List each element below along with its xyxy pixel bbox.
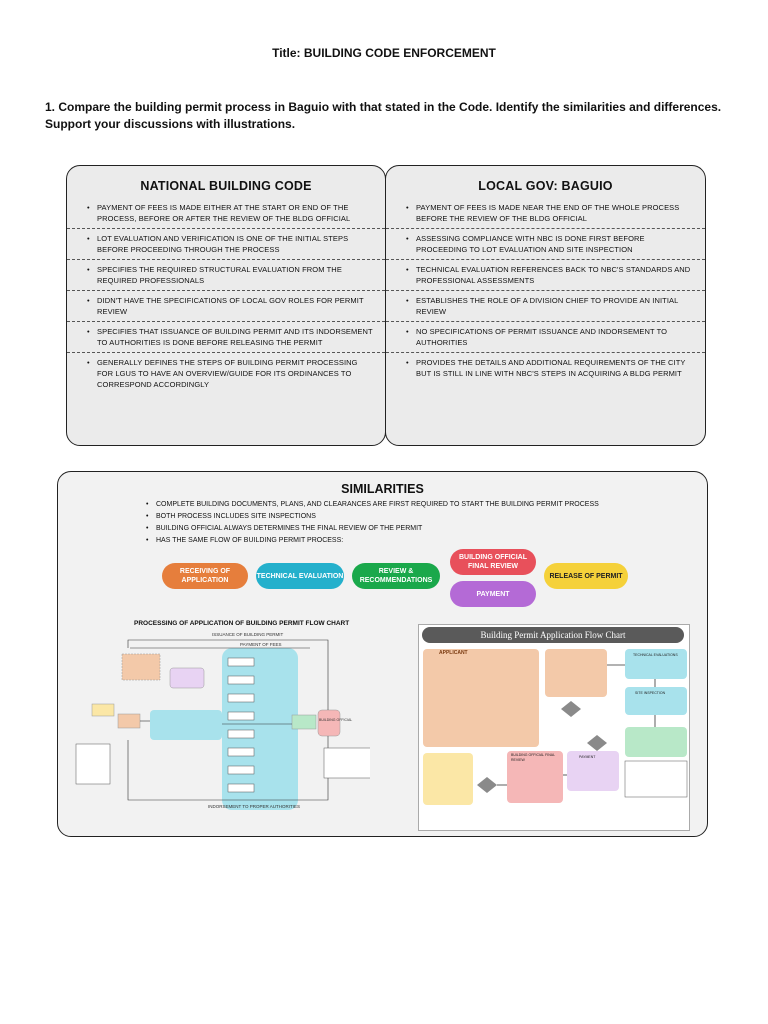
national-item: • LOT EVALUATION AND VERIFICATION IS ONE OF THE INITIAL STEPS BEFORE PROCEEDING THROUGH THE PROCESS bbox=[87, 233, 373, 255]
baguio-item: • ESTABLISHES THE ROLE OF A DIVISION CHIEF TO PROVIDE AN INITIAL REVIEW bbox=[406, 295, 693, 317]
nbc-indorsement-label: INDORSEMENT TO PROPER AUTHORITIES bbox=[208, 804, 301, 809]
question-text: 1. Compare the building permit process in Baguio with that stated in the Code. Identify the similarities and differences. Support your discussions with illustrations. bbox=[45, 100, 722, 131]
national-code-panel bbox=[66, 165, 386, 446]
baguio-technical-label: TECHNICAL EVALUATIONS bbox=[633, 653, 678, 657]
document-title: Title: BUILDING CODE ENFORCEMENT bbox=[272, 46, 496, 60]
baguio-applicant-label: APPLICANT bbox=[439, 650, 468, 656]
baguio-flowchart bbox=[418, 624, 690, 831]
similarity-item: • BUILDING OFFICIAL ALWAYS DETERMINES THE FINAL REVIEW OF THE PERMIT bbox=[146, 523, 599, 535]
national-heading: NATIONAL BUILDING CODE bbox=[140, 179, 312, 193]
national-item: • SPECIFIES THAT ISSUANCE OF BUILDING PERMIT AND ITS INDORSEMENT TO AUTHORITIES IS DONE BEFORE RELEASING THE PERMIT bbox=[87, 326, 373, 348]
national-item: • GENERALLY DEFINES THE STEPS OF BUILDING PERMIT PROCESSING FOR LGUS TO HAVE AN OVERVIEW/GUIDE FOR ITS ORDINANCES TO CORRESPOND ACCORDINGLY bbox=[87, 357, 373, 390]
national-item: • PAYMENT OF FEES IS MADE EITHER AT THE START OR END OF THE PROCESS, BEFORE OR AFTER THE REVIEW OF THE BLDG OFFICIAL bbox=[87, 202, 373, 224]
baguio-item: • PROVIDES THE DETAILS AND ADDITIONAL REQUIREMENTS OF THE CITY BUT IS STILL IN LINE WITH NBC'S STEPS IN ACQUIRING A BLDG PERMIT bbox=[406, 357, 693, 379]
national-item: • SPECIFIES THE REQUIRED STRUCTURAL EVALUATION FROM THE REQUIRED PROFESSIONALS bbox=[87, 264, 373, 286]
baguio-panel bbox=[385, 165, 706, 446]
nbc-official-label: BUILDING OFFICIAL bbox=[319, 718, 353, 722]
baguio-item: • TECHNICAL EVALUATION REFERENCES BACK TO NBC'S STANDARDS AND PROFESSIONAL ASSESSMENTS bbox=[406, 264, 693, 286]
baguio-heading: LOCAL GOV: BAGUIO bbox=[478, 179, 613, 193]
baguio-site-label: SITE INSPECTION bbox=[635, 691, 666, 695]
baguio-payment-label: PAYMENT bbox=[579, 755, 596, 759]
flow-release: RELEASE OF PERMIT bbox=[544, 563, 628, 589]
nbc-flowchart-lines bbox=[70, 620, 370, 830]
baguio-item: • NO SPECIFICATIONS OF PERMIT ISSUANCE AND INDORSEMENT TO AUTHORITIES bbox=[406, 326, 693, 348]
national-item: • DIDN'T HAVE THE SPECIFICATIONS OF LOCAL GOV ROLES FOR PERMIT REVIEW bbox=[87, 295, 373, 317]
similarity-item: • HAS THE SAME FLOW OF BUILDING PERMIT PROCESS: bbox=[146, 535, 599, 547]
baguio-item: • ASSESSING COMPLIANCE WITH NBC IS DONE FIRST BEFORE PROCEEDING TO LOT EVALUATION AND SITE INSPECTION bbox=[406, 233, 693, 255]
nbc-flowchart-title: PROCESSING OF APPLICATION OF BUILDING PERMIT FLOW CHART bbox=[134, 620, 350, 627]
baguio-flowchart-title: Building Permit Application Flow Chart bbox=[422, 627, 684, 643]
flow-payment: PAYMENT bbox=[450, 581, 536, 607]
nbc-fees-label: PAYMENT OF FEES bbox=[240, 642, 282, 647]
flow-review: REVIEW & RECOMMENDATIONS bbox=[352, 563, 440, 589]
similarity-item: • BOTH PROCESS INCLUDES SITE INSPECTIONS bbox=[146, 511, 599, 523]
flow-receiving: RECEIVING OF APPLICATION bbox=[162, 563, 248, 589]
flow-technical: TECHNICAL EVALUATION bbox=[256, 563, 344, 589]
nbc-flowchart bbox=[70, 620, 370, 830]
flow-official: BUILDING OFFICIAL FINAL REVIEW bbox=[450, 549, 536, 575]
baguio-official-label: BUILDING OFFICIAL FINAL REVIEW bbox=[511, 753, 555, 762]
baguio-item: • PAYMENT OF FEES IS MADE NEAR THE END OF THE WHOLE PROCESS BEFORE THE REVIEW OF THE BLDG OFFICIAL bbox=[406, 202, 693, 224]
similarities-heading: SIMILARITIES bbox=[341, 482, 424, 496]
similarity-item: • COMPLETE BUILDING DOCUMENTS, PLANS, AND CLEARANCES ARE FIRST REQUIRED TO START THE BUILDING PERMIT PROCESS bbox=[146, 499, 599, 511]
nbc-issuance-label: ISSUANCE OF BUILDING PERMIT bbox=[212, 632, 284, 637]
